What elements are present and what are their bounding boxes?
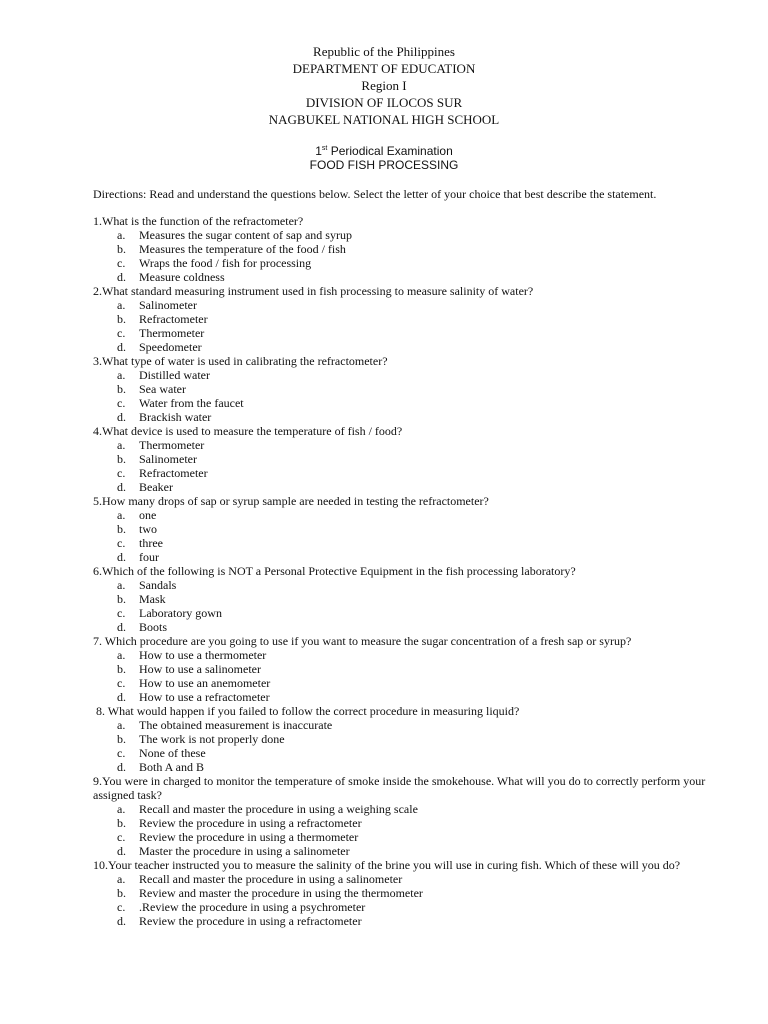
option-letter: b.	[117, 522, 126, 536]
header-line-republic: Republic of the Philippines	[313, 44, 455, 59]
option-text: Measures the temperature of the food / fish	[139, 242, 346, 256]
option-letter: c.	[117, 466, 126, 480]
question-text: 4.What device is used to measure the temperature of fish / food?	[93, 424, 403, 438]
option-item	[93, 816, 733, 830]
option-text: Recall and master the procedure in using a weighing scale	[139, 802, 418, 816]
option-letter: c.	[117, 326, 126, 340]
option-item	[93, 648, 733, 662]
option-text: Review the procedure in using a refractometer	[139, 914, 362, 928]
option-text: Mask	[139, 592, 166, 606]
option-text: .Review the procedure in using a psychrometer	[139, 900, 366, 914]
option-text: Boots	[139, 620, 168, 634]
option-list	[93, 578, 733, 634]
option-letter: a.	[117, 648, 126, 662]
option-item	[93, 256, 733, 270]
option-item	[93, 536, 733, 550]
question-text: 8. What would happen if you failed to follow the correct procedure in measuring liquid?	[96, 704, 520, 718]
option-letter: d.	[117, 410, 126, 424]
option-letter: a.	[117, 872, 126, 886]
option-letter: c.	[117, 676, 126, 690]
exam-title-text: Periodical Examination	[327, 144, 453, 158]
header-line-department: DEPARTMENT OF EDUCATION	[292, 61, 476, 76]
option-list	[93, 228, 733, 284]
option-item	[93, 438, 733, 452]
option-letter: b.	[117, 732, 126, 746]
option-letter: a.	[117, 718, 126, 732]
option-item	[93, 466, 733, 480]
question-list	[93, 214, 733, 928]
question-text: 10.Your teacher instructed you to measure the salinity of the brine you will use in curing fish. Which of these will you do?	[93, 858, 681, 872]
option-list	[93, 872, 733, 928]
option-item	[93, 886, 733, 900]
option-letter: d.	[117, 480, 126, 494]
option-letter: b.	[117, 662, 126, 676]
option-letter: a.	[117, 368, 126, 382]
option-letter: c.	[117, 536, 126, 550]
option-item	[93, 760, 733, 774]
option-text: Refractometer	[139, 312, 208, 326]
option-text: The work is not properly done	[139, 732, 285, 746]
option-item	[93, 368, 733, 382]
option-text: Recall and master the procedure in using a salinometer	[139, 872, 403, 886]
option-item	[93, 606, 733, 620]
option-letter: d.	[117, 844, 126, 858]
option-list	[93, 648, 733, 704]
option-text: Speedometer	[139, 340, 202, 354]
option-item	[93, 298, 733, 312]
question-text: 2.What standard measuring instrument used in fish processing to measure salinity of water?	[93, 284, 534, 298]
option-letter: a.	[117, 578, 126, 592]
option-letter: d.	[117, 690, 126, 704]
option-letter: c.	[117, 256, 126, 270]
option-item	[93, 746, 733, 760]
question-4	[93, 424, 733, 494]
option-letter: d.	[117, 620, 126, 634]
option-letter: a.	[117, 508, 126, 522]
option-item	[93, 410, 733, 424]
option-letter: d.	[117, 914, 126, 928]
option-item	[93, 326, 733, 340]
option-item	[93, 550, 733, 564]
question-text: 7. Which procedure are you going to use if you want to measure the sugar concentration of a fresh sap or syrup?	[93, 634, 632, 648]
option-list	[93, 368, 733, 424]
option-letter: b.	[117, 382, 126, 396]
header-line-school: NAGBUKEL NATIONAL HIGH SCHOOL	[268, 112, 500, 127]
option-letter: b.	[117, 592, 126, 606]
option-letter: b.	[117, 886, 126, 900]
option-list	[93, 298, 733, 354]
option-letter: a.	[117, 438, 126, 452]
question-7	[93, 634, 733, 704]
option-item	[93, 382, 733, 396]
header-line-division: DIVISION OF ILOCOS SUR	[305, 95, 463, 110]
option-letter: c.	[117, 900, 126, 914]
option-text: Thermometer	[139, 438, 205, 452]
option-text: Wraps the food / fish for processing	[139, 256, 312, 270]
question-3	[93, 354, 733, 424]
option-item	[93, 578, 733, 592]
option-letter: a.	[117, 298, 126, 312]
school-header	[0, 43, 768, 128]
option-letter: c.	[117, 830, 126, 844]
question-1	[93, 214, 733, 284]
option-list	[93, 438, 733, 494]
option-letter: c.	[117, 396, 126, 410]
option-item	[93, 676, 733, 690]
exam-subject: FOOD FISH PROCESSING	[309, 158, 459, 172]
option-text: Review the procedure in using a refractometer	[139, 816, 362, 830]
question-text: 5.How many drops of sap or syrup sample are needed in testing the refractometer?	[93, 494, 489, 508]
option-item	[93, 312, 733, 326]
option-letter: c.	[117, 606, 126, 620]
option-item	[93, 844, 733, 858]
option-text: Master the procedure in using a salinometer	[139, 844, 350, 858]
option-item	[93, 340, 733, 354]
option-item	[93, 270, 733, 284]
option-text: The obtained measurement is inaccurate	[139, 718, 333, 732]
option-text: Measures the sugar content of sap and syrup	[139, 228, 352, 242]
question-9	[93, 774, 733, 858]
option-text: four	[139, 550, 159, 564]
question-text: 9.You were in charged to monitor the temperature of smoke inside the smokehouse. What will you do to correctly perform your assigned task?	[93, 774, 706, 802]
option-text: Measure coldness	[139, 270, 225, 284]
option-item	[93, 452, 733, 466]
option-item	[93, 228, 733, 242]
option-item	[93, 620, 733, 634]
exam-number: 1	[315, 144, 322, 158]
option-letter: b.	[117, 816, 126, 830]
option-text: Brackish water	[139, 410, 212, 424]
option-letter: b.	[117, 242, 126, 256]
option-text: How to use a refractometer	[139, 690, 270, 704]
option-list	[93, 802, 733, 858]
option-item	[93, 914, 733, 928]
option-item	[93, 718, 733, 732]
option-text: Review the procedure in using a thermometer	[139, 830, 359, 844]
question-8	[93, 704, 733, 774]
option-text: Sandals	[139, 578, 177, 592]
option-list	[93, 508, 733, 564]
option-text: Salinometer	[139, 298, 197, 312]
option-text: None of these	[139, 746, 206, 760]
option-item	[93, 508, 733, 522]
question-2	[93, 284, 733, 354]
question-text: 3.What type of water is used in calibrating the refractometer?	[93, 354, 388, 368]
option-item	[93, 690, 733, 704]
option-text: Salinometer	[139, 452, 197, 466]
option-text: one	[139, 508, 157, 522]
option-item	[93, 830, 733, 844]
option-letter: d.	[117, 760, 126, 774]
option-text: Both A and B	[139, 760, 205, 774]
exam-title-block	[0, 144, 768, 172]
option-text: How to use a thermometer	[139, 648, 267, 662]
option-item	[93, 662, 733, 676]
option-letter: d.	[117, 550, 126, 564]
option-text: Review and master the procedure in using the thermometer	[139, 886, 423, 900]
option-letter: a.	[117, 228, 126, 242]
header-line-region: Region I	[361, 78, 407, 93]
directions-text: Directions: Read and understand the questions below. Select the letter of your choice that best describe the statement.	[93, 187, 657, 201]
option-letter: b.	[117, 312, 126, 326]
option-list	[93, 718, 733, 774]
option-text: Water from the faucet	[139, 396, 244, 410]
option-text: Distilled water	[139, 368, 210, 382]
option-item	[93, 522, 733, 536]
option-text: Laboratory gown	[139, 606, 222, 620]
option-text: How to use an anemometer	[139, 676, 271, 690]
option-item	[93, 480, 733, 494]
option-text: three	[139, 536, 163, 550]
question-5	[93, 494, 733, 564]
option-item	[93, 732, 733, 746]
option-item	[93, 900, 733, 914]
exam-superscript: st	[321, 145, 328, 152]
option-text: Thermometer	[139, 326, 205, 340]
option-letter: d.	[117, 340, 126, 354]
question-text: 6.Which of the following is NOT a Personal Protective Equipment in the fish processing laboratory?	[93, 564, 576, 578]
option-text: Beaker	[139, 480, 173, 494]
question-6	[93, 564, 733, 634]
exam-title	[0, 144, 768, 158]
option-item	[93, 396, 733, 410]
option-item	[93, 242, 733, 256]
option-item	[93, 592, 733, 606]
question-10	[93, 858, 733, 928]
option-item	[93, 872, 733, 886]
option-text: How to use a salinometer	[139, 662, 261, 676]
option-letter: c.	[117, 746, 126, 760]
option-letter: a.	[117, 802, 126, 816]
option-item	[93, 802, 733, 816]
option-text: Refractometer	[139, 466, 208, 480]
option-text: two	[139, 522, 157, 536]
option-letter: b.	[117, 452, 126, 466]
option-letter: d.	[117, 270, 126, 284]
option-text: Sea water	[139, 382, 186, 396]
question-text: 1.What is the function of the refractometer?	[93, 214, 304, 228]
